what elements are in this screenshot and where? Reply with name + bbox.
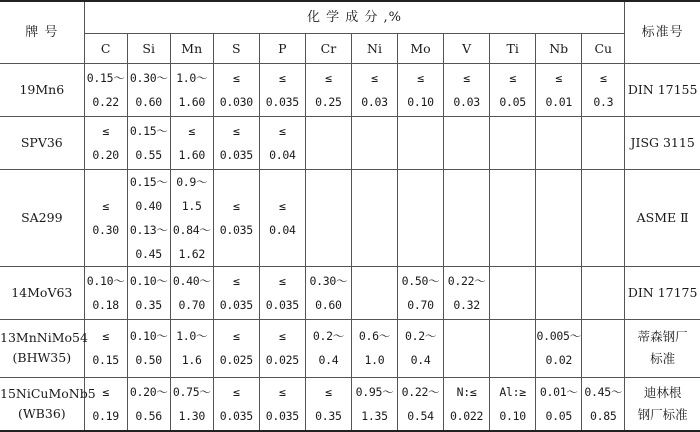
value-line: 0.40～ — [172, 273, 211, 288]
element-header-ni: Ni — [351, 33, 397, 63]
value-cell-nb — [536, 377, 582, 431]
value-line: 0.30～ — [129, 70, 168, 85]
value-line: 0.19 — [92, 408, 119, 423]
grade-cell — [0, 266, 84, 319]
value-line: 0.20 — [92, 147, 119, 162]
value-cell-c — [84, 169, 127, 266]
value-line: ≤ — [232, 384, 240, 399]
element-header-ti: Ti — [490, 33, 536, 63]
value-cell-cr — [305, 319, 351, 377]
value-cell-s — [213, 319, 259, 377]
value-cell-cr — [305, 169, 351, 266]
value-line: 1.0～ — [176, 329, 208, 343]
value-cell-c — [84, 116, 127, 169]
value-cell-cu — [582, 169, 625, 266]
value-cell-cr — [305, 266, 351, 319]
value-line: 0.75～ — [172, 384, 211, 399]
value-cell-c — [84, 266, 127, 319]
value-line: ≤ — [371, 70, 378, 85]
value-line: ≤ — [509, 70, 516, 85]
value-line: 0.2～ — [404, 329, 437, 343]
value-line: 0.15～ — [129, 123, 168, 138]
value-line: 1.5 — [181, 198, 202, 213]
table-body — [0, 63, 700, 431]
value-line: 0.13～ — [129, 222, 168, 237]
value-cell-ti — [490, 377, 536, 431]
standard-cell — [625, 169, 700, 266]
value-line: 1.30 — [178, 408, 205, 423]
value-line: 0.03 — [361, 94, 388, 109]
value-line: 0.01～ — [539, 384, 578, 399]
value-line: 0.025 — [219, 353, 253, 367]
value-cell-mo — [398, 319, 444, 377]
value-line: 0.10～ — [129, 273, 168, 288]
value-line: 0.030 — [219, 94, 253, 109]
value-cell-cu — [582, 63, 625, 116]
value-cell-si — [127, 319, 170, 377]
value-line: ≤ — [279, 384, 286, 399]
value-cell-mn — [170, 377, 213, 431]
value-line: 1.0 — [364, 353, 385, 367]
value-line: ≤ — [232, 198, 240, 213]
value-line: ≤ — [102, 198, 109, 213]
value-line: 0.95～ — [355, 384, 394, 399]
value-line: Al:≥ — [499, 384, 526, 399]
value-line: 0.04 — [269, 147, 296, 162]
table-row — [0, 319, 700, 377]
value-line: 1.60 — [178, 94, 205, 109]
value-line: 0.30～ — [309, 273, 348, 288]
value-cell-nb — [536, 266, 582, 319]
value-cell-ni — [351, 266, 397, 319]
standard-line: 迪林根 — [643, 384, 682, 400]
value-cell-nb — [536, 116, 582, 169]
value-line: 0.2～ — [312, 329, 344, 343]
value-line: 0.22～ — [447, 273, 486, 288]
value-line: ≤ — [102, 329, 109, 343]
value-line: 0.22 — [92, 94, 119, 109]
value-line: ≤ — [599, 70, 607, 85]
value-line: 0.25 — [315, 94, 342, 109]
value-cell-mo — [398, 63, 444, 116]
value-cell-si — [127, 169, 170, 266]
value-line: 0.30 — [92, 222, 119, 237]
value-cell-ti — [490, 319, 536, 377]
value-line: 0.85 — [590, 408, 617, 423]
value-line: 0.35 — [315, 408, 342, 423]
value-line: 1.0～ — [176, 70, 208, 85]
standard-line: JISG 3115 — [630, 134, 695, 150]
value-line: ≤ — [279, 123, 286, 138]
value-cell-v — [444, 266, 490, 319]
value-line: 0.70 — [407, 297, 434, 312]
grade-cell — [0, 169, 84, 266]
value-line: ≤ — [463, 70, 470, 85]
value-line: 0.02 — [545, 353, 572, 367]
value-line: 0.84～ — [172, 222, 211, 237]
standard-cell — [625, 266, 700, 319]
value-line: 0.035 — [219, 222, 253, 237]
element-header-cu: Cu — [582, 33, 625, 63]
table-row — [0, 377, 700, 431]
value-line: 0.22～ — [401, 384, 440, 399]
value-line: 0.54 — [407, 408, 434, 423]
value-line: 0.45～ — [584, 384, 623, 399]
value-cell-mo — [398, 169, 444, 266]
value-cell-mo — [398, 116, 444, 169]
grade-line: 15NiCuMoNb5 — [0, 385, 96, 401]
composition-header: 化 学 成 分 ,% — [84, 1, 625, 33]
value-line: 0.56 — [135, 408, 162, 423]
value-line: ≤ — [232, 123, 240, 138]
value-line: ≤ — [555, 70, 563, 85]
grade-line: 14MoV63 — [11, 284, 73, 300]
element-header-s: S — [213, 33, 259, 63]
grade-header: 牌 号 — [0, 1, 84, 63]
table-row — [0, 63, 700, 116]
value-cell-p — [259, 377, 305, 431]
value-cell-s — [213, 116, 259, 169]
value-line: 0.035 — [219, 147, 253, 162]
value-cell-p — [259, 266, 305, 319]
value-line: 0.035 — [219, 408, 253, 423]
value-cell-ni — [351, 116, 397, 169]
value-cell-s — [213, 266, 259, 319]
grade-line: (WB36) — [17, 405, 66, 421]
value-cell-p — [259, 116, 305, 169]
value-line: 0.4 — [318, 353, 339, 367]
element-header-si: Si — [127, 33, 170, 63]
value-cell-cr — [305, 377, 351, 431]
value-line: 0.9～ — [176, 174, 208, 189]
value-line: ≤ — [325, 384, 332, 399]
grade-line: 13MnNiMo54 — [0, 330, 88, 345]
value-line: 0.05 — [545, 408, 572, 423]
value-line: 0.15～ — [86, 70, 125, 85]
element-header-row — [0, 33, 700, 63]
value-cell-si — [127, 63, 170, 116]
standard-line: 蒂森钢厂 — [637, 329, 688, 344]
value-line: 0.10 — [499, 408, 526, 423]
element-header-cr: Cr — [305, 33, 351, 63]
grade-cell — [0, 63, 84, 116]
grade-cell — [0, 116, 84, 169]
value-line: 0.32 — [453, 297, 480, 312]
value-line: 0.005～ — [536, 329, 581, 343]
standard-line: DIN 17155 — [627, 81, 698, 97]
value-cell-p — [259, 169, 305, 266]
value-line: ≤ — [232, 273, 240, 288]
value-line: 1.6 — [181, 353, 202, 367]
value-cell-ni — [351, 319, 397, 377]
element-header-nb: Nb — [536, 33, 582, 63]
value-cell-cu — [582, 266, 625, 319]
value-line: 0.6～ — [358, 329, 390, 343]
value-line: 0.035 — [265, 94, 299, 109]
value-cell-mo — [398, 377, 444, 431]
value-cell-v — [444, 63, 490, 116]
value-line: ≤ — [188, 123, 196, 138]
value-line: ≤ — [232, 70, 240, 85]
grade-line: 19Mn6 — [19, 81, 65, 97]
value-cell-c — [84, 63, 127, 116]
value-line: 0.50～ — [401, 273, 440, 288]
value-line: 0.10～ — [86, 273, 125, 288]
value-cell-p — [259, 63, 305, 116]
value-line: 0.45 — [135, 246, 162, 261]
value-line: 0.04 — [269, 222, 296, 237]
standard-header: 标准号 — [625, 1, 700, 63]
table-row — [0, 169, 700, 266]
value-line: 0.035 — [219, 297, 253, 312]
value-cell-cu — [582, 116, 625, 169]
value-line: 0.40 — [135, 198, 162, 213]
value-cell-cr — [305, 116, 351, 169]
value-line: 0.4 — [410, 353, 431, 367]
value-line: ≤ — [232, 329, 240, 343]
value-cell-ti — [490, 116, 536, 169]
value-line: ≤ — [279, 329, 286, 343]
value-line: 0.10～ — [129, 329, 168, 343]
value-cell-si — [127, 116, 170, 169]
value-cell-s — [213, 377, 259, 431]
header-row-top — [0, 1, 700, 33]
value-cell-ni — [351, 377, 397, 431]
value-cell-ti — [490, 63, 536, 116]
value-cell-v — [444, 116, 490, 169]
grade-cell — [0, 377, 96, 431]
value-cell-cr — [305, 63, 351, 116]
value-cell-mo — [398, 266, 444, 319]
element-header-mo: Mo — [398, 33, 444, 63]
value-line: ≤ — [325, 70, 332, 85]
value-cell-mn — [170, 319, 213, 377]
value-cell-v — [444, 169, 490, 266]
value-line: 0.15～ — [129, 174, 168, 189]
value-line: 0.035 — [265, 297, 299, 312]
value-line: 1.62 — [178, 246, 205, 261]
element-header-mn: Mn — [170, 33, 213, 63]
value-line: ≤ — [102, 123, 109, 138]
standard-line: 钢厂标准 — [637, 406, 688, 422]
value-cell-mn — [170, 116, 213, 169]
standard-line: 标准 — [650, 351, 676, 366]
value-line: 0.10 — [407, 94, 434, 109]
value-line: 0.15 — [92, 353, 119, 367]
value-cell-nb — [536, 63, 582, 116]
value-line: ≤ — [102, 384, 109, 399]
value-cell-si — [127, 377, 170, 431]
standard-cell — [625, 319, 700, 377]
value-line: ≤ — [279, 273, 286, 288]
value-cell-v — [444, 377, 490, 431]
value-line: 0.05 — [499, 94, 526, 109]
value-cell-ti — [490, 169, 536, 266]
element-header-p: P — [259, 33, 305, 63]
value-line: 0.18 — [92, 297, 119, 312]
value-cell-c — [84, 319, 127, 377]
value-cell-s — [213, 169, 259, 266]
standard-line: ASME Ⅱ — [636, 209, 689, 225]
value-cell-mn — [170, 266, 213, 319]
value-line: 0.20～ — [129, 384, 168, 399]
grade-line: SA299 — [21, 209, 63, 225]
value-line: 0.035 — [265, 408, 299, 423]
value-line: 0.3 — [593, 94, 614, 109]
grade-line: (BHW35) — [12, 350, 72, 365]
element-header-v: V — [444, 33, 490, 63]
value-cell-nb — [536, 169, 582, 266]
table-row — [0, 116, 700, 169]
value-cell-p — [259, 319, 305, 377]
value-line: 1.35 — [361, 408, 388, 423]
table-row — [0, 266, 700, 319]
value-cell-ti — [490, 266, 536, 319]
value-line: 0.55 — [135, 147, 162, 162]
value-line: 0.03 — [453, 94, 480, 109]
value-line: ≤ — [279, 198, 286, 213]
value-cell-ni — [351, 63, 397, 116]
standard-line: DIN 17175 — [627, 284, 698, 300]
value-cell-nb — [536, 319, 582, 377]
element-header-c: C — [84, 33, 127, 63]
value-cell-mn — [170, 63, 213, 116]
value-line: 0.025 — [265, 353, 299, 367]
grade-cell — [0, 319, 88, 377]
value-cell-cu — [582, 319, 625, 377]
standard-cell — [625, 377, 700, 431]
value-line: 0.60 — [135, 94, 162, 109]
value-line: ≤ — [279, 70, 286, 85]
value-line: 0.022 — [450, 408, 484, 423]
value-line: 0.35 — [135, 297, 162, 312]
value-cell-mn — [170, 169, 213, 266]
value-cell-ni — [351, 169, 397, 266]
value-line: 0.01 — [545, 94, 572, 109]
value-line: 0.50 — [135, 353, 162, 367]
value-line: ≤ — [417, 70, 424, 85]
value-line: 1.60 — [178, 147, 205, 162]
value-line: N:≤ — [456, 384, 477, 399]
value-cell-cu — [582, 377, 625, 431]
grade-line: SPV36 — [20, 134, 63, 150]
value-line: 0.60 — [315, 297, 342, 312]
value-cell-v — [444, 319, 490, 377]
value-line: 0.70 — [178, 297, 205, 312]
value-cell-si — [127, 266, 170, 319]
standard-cell — [625, 116, 700, 169]
standard-cell — [625, 63, 700, 116]
value-cell-s — [213, 63, 259, 116]
